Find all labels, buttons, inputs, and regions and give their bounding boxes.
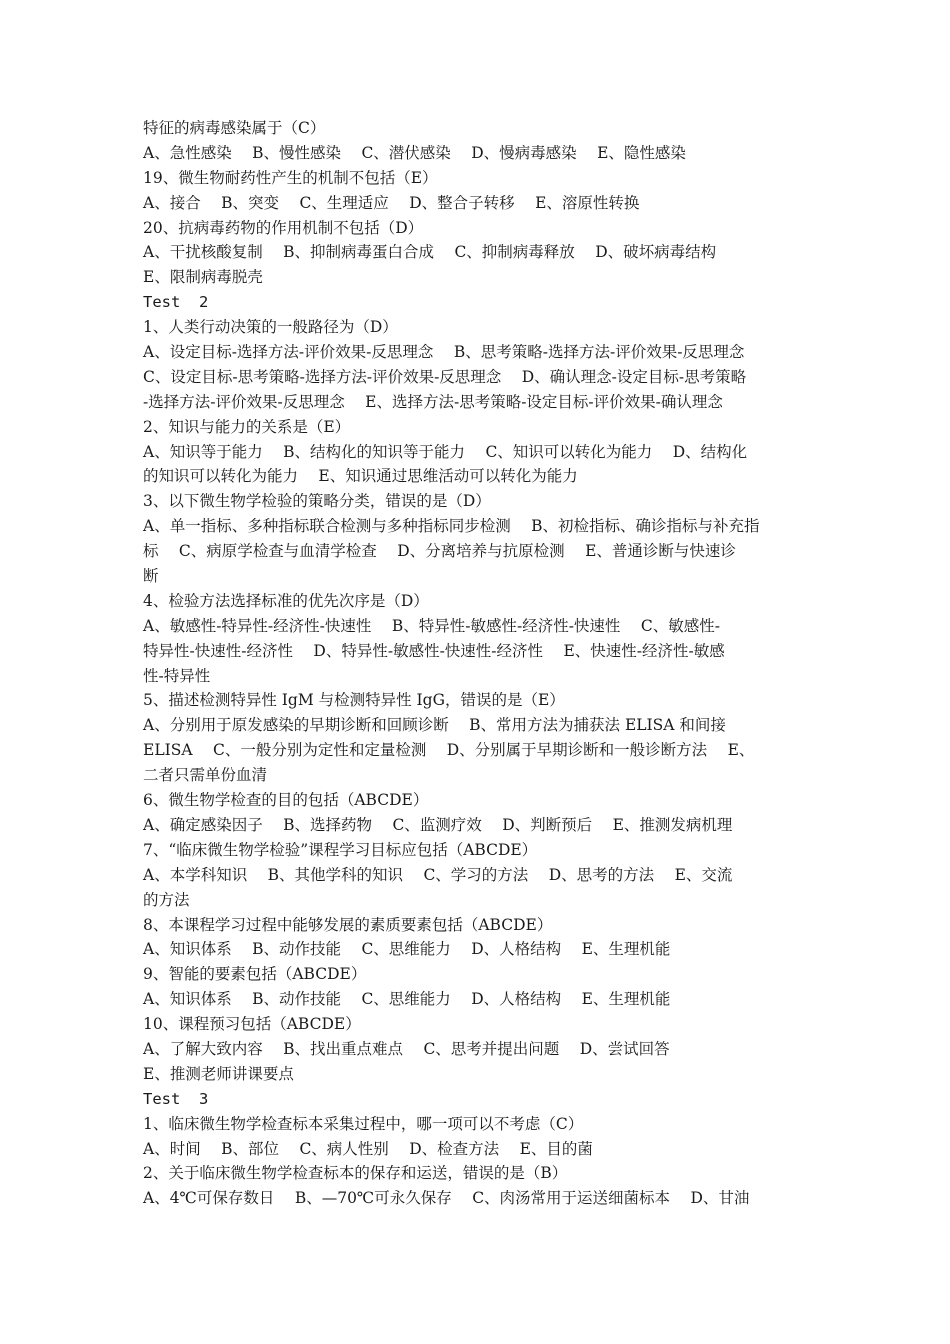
text-line: 4、检验方法选择标准的优先次序是（D） (143, 591, 429, 610)
text-line: 特征的病毒感染属于（C） (143, 119, 326, 137)
text-line: 7、“临床微生物学检验”课程学习目标应包括（ABCDE） (143, 840, 538, 859)
text-line: 二者只需单份血清 (143, 766, 268, 785)
text-line: A、知识等于能力 B、结构化的知识等于能力 C、知识可以转化为能力 D、结构化 (143, 442, 748, 461)
text-line: 断 (143, 567, 159, 586)
text-line: 1、临床微生物学检查标本采集过程中，哪一项可以不考虑（C） (143, 1114, 584, 1133)
text-line: A、4℃可保存数日 B、—70℃可永久保存 C、肉汤常用于运送细菌标本 D、甘油 (143, 1189, 750, 1208)
text-line: 19、微生物耐药性产生的机制不包括（E） (143, 168, 438, 187)
text-line: 的知识可以转化为能力 E、知识通过思维活动可以转化为能力 (143, 467, 578, 486)
text-line: A、了解大致内容 B、找出重点难点 C、思考并提出问题 D、尝试回答 (143, 1039, 670, 1058)
text-line: A、设定目标-选择方法-评价效果-反思理念 B、思考策略-选择方法-评价效果-反思理念 (143, 343, 745, 362)
text-line: A、分别用于原发感染的早期诊断和回顾诊断 B、常用方法为捕获法 ELISA 和间接 (143, 716, 726, 735)
text-line: 10、课程预习包括（ABCDE） (143, 1015, 361, 1034)
text-line: A、本学科知识 B、其他学科的知识 C、学习的方法 D、思考的方法 E、交流 (143, 865, 733, 884)
text-line: C、设定目标-思考策略-选择方法-评价效果-反思理念 D、确认理念-设定目标-思考策略 (143, 367, 747, 386)
text-line: 2、关于临床微生物学检查标本的保存和运送，错误的是（B） (143, 1164, 568, 1183)
text-line: A、知识体系 B、动作技能 C、思维能力 D、人格结构 E、生理机能 (143, 940, 671, 959)
text-line: 5、描述检测特异性 IgM 与检测特异性 IgG，错误的是（E） (143, 691, 565, 710)
text-line: 20、抗病毒药物的作用机制不包括（D） (143, 218, 424, 237)
text-line: 的方法 (143, 890, 190, 909)
text-line: 2、知识与能力的关系是（E） (143, 417, 351, 436)
text-line: 8、本课程学习过程中能够发展的素质要素包括（ABCDE） (143, 915, 553, 934)
text-line: -选择方法-评价效果-反思理念 E、选择方法-思考策略-设定目标-评价效果-确认理念 (143, 392, 723, 411)
text-line: 标 C、病原学检查与血清学检查 D、分离培养与抗原检测 E、普通诊断与快速诊 (143, 542, 736, 561)
text-line: A、时间 B、部位 C、病人性别 D、检查方法 E、目的菌 (143, 1139, 593, 1158)
text-line: 9、智能的要素包括（ABCDE） (143, 965, 367, 984)
text-line: 3、以下微生物学检验的策略分类，错误的是（D） (143, 492, 491, 511)
document-page (143, 116, 809, 1211)
section-heading: Test 2 (143, 293, 209, 312)
text-line: 6、微生物学检查的目的包括（ABCDE） (143, 791, 429, 810)
text-line: 特异性-快速性-经济性 D、特异性-敏感性-快速性-经济性 E、快速性-经济性-敏感 (143, 641, 725, 660)
text-line: A、敏感性-特异性-经济性-快速性 B、特异性-敏感性-经济性-快速性 C、敏感性- (143, 616, 720, 635)
text-line: E、推测老师讲课要点 (143, 1064, 294, 1083)
text-line: 1、人类行动决策的一般路径为（D） (143, 318, 398, 337)
text-line: A、急性感染 B、慢性感染 C、潜伏感染 D、慢病毒感染 E、隐性感染 (143, 143, 686, 162)
text-line: A、接合 B、突变 C、生理适应 D、整合子转移 E、溶原性转换 (143, 193, 640, 212)
text-line: A、确定感染因子 B、选择药物 C、监测疗效 D、判断预后 E、推测发病机理 (143, 815, 733, 834)
text-line: 性-特异性 (143, 666, 211, 685)
text-line: ELISA C、一般分别为定性和定量检测 D、分别属于早期诊断和一般诊断方法 E、 (143, 741, 755, 760)
text-line: A、知识体系 B、动作技能 C、思维能力 D、人格结构 E、生理机能 (143, 990, 671, 1009)
text-line: E、限制病毒脱壳 (143, 268, 263, 287)
text-line: A、干扰核酸复制 B、抑制病毒蛋白合成 C、抑制病毒释放 D、破坏病毒结构 (143, 243, 717, 262)
text-line: A、单一指标、多种指标联合检测与多种指标同步检测 B、初检指标、确诊指标与补充指 (143, 517, 760, 536)
section-heading: Test 3 (143, 1089, 209, 1108)
